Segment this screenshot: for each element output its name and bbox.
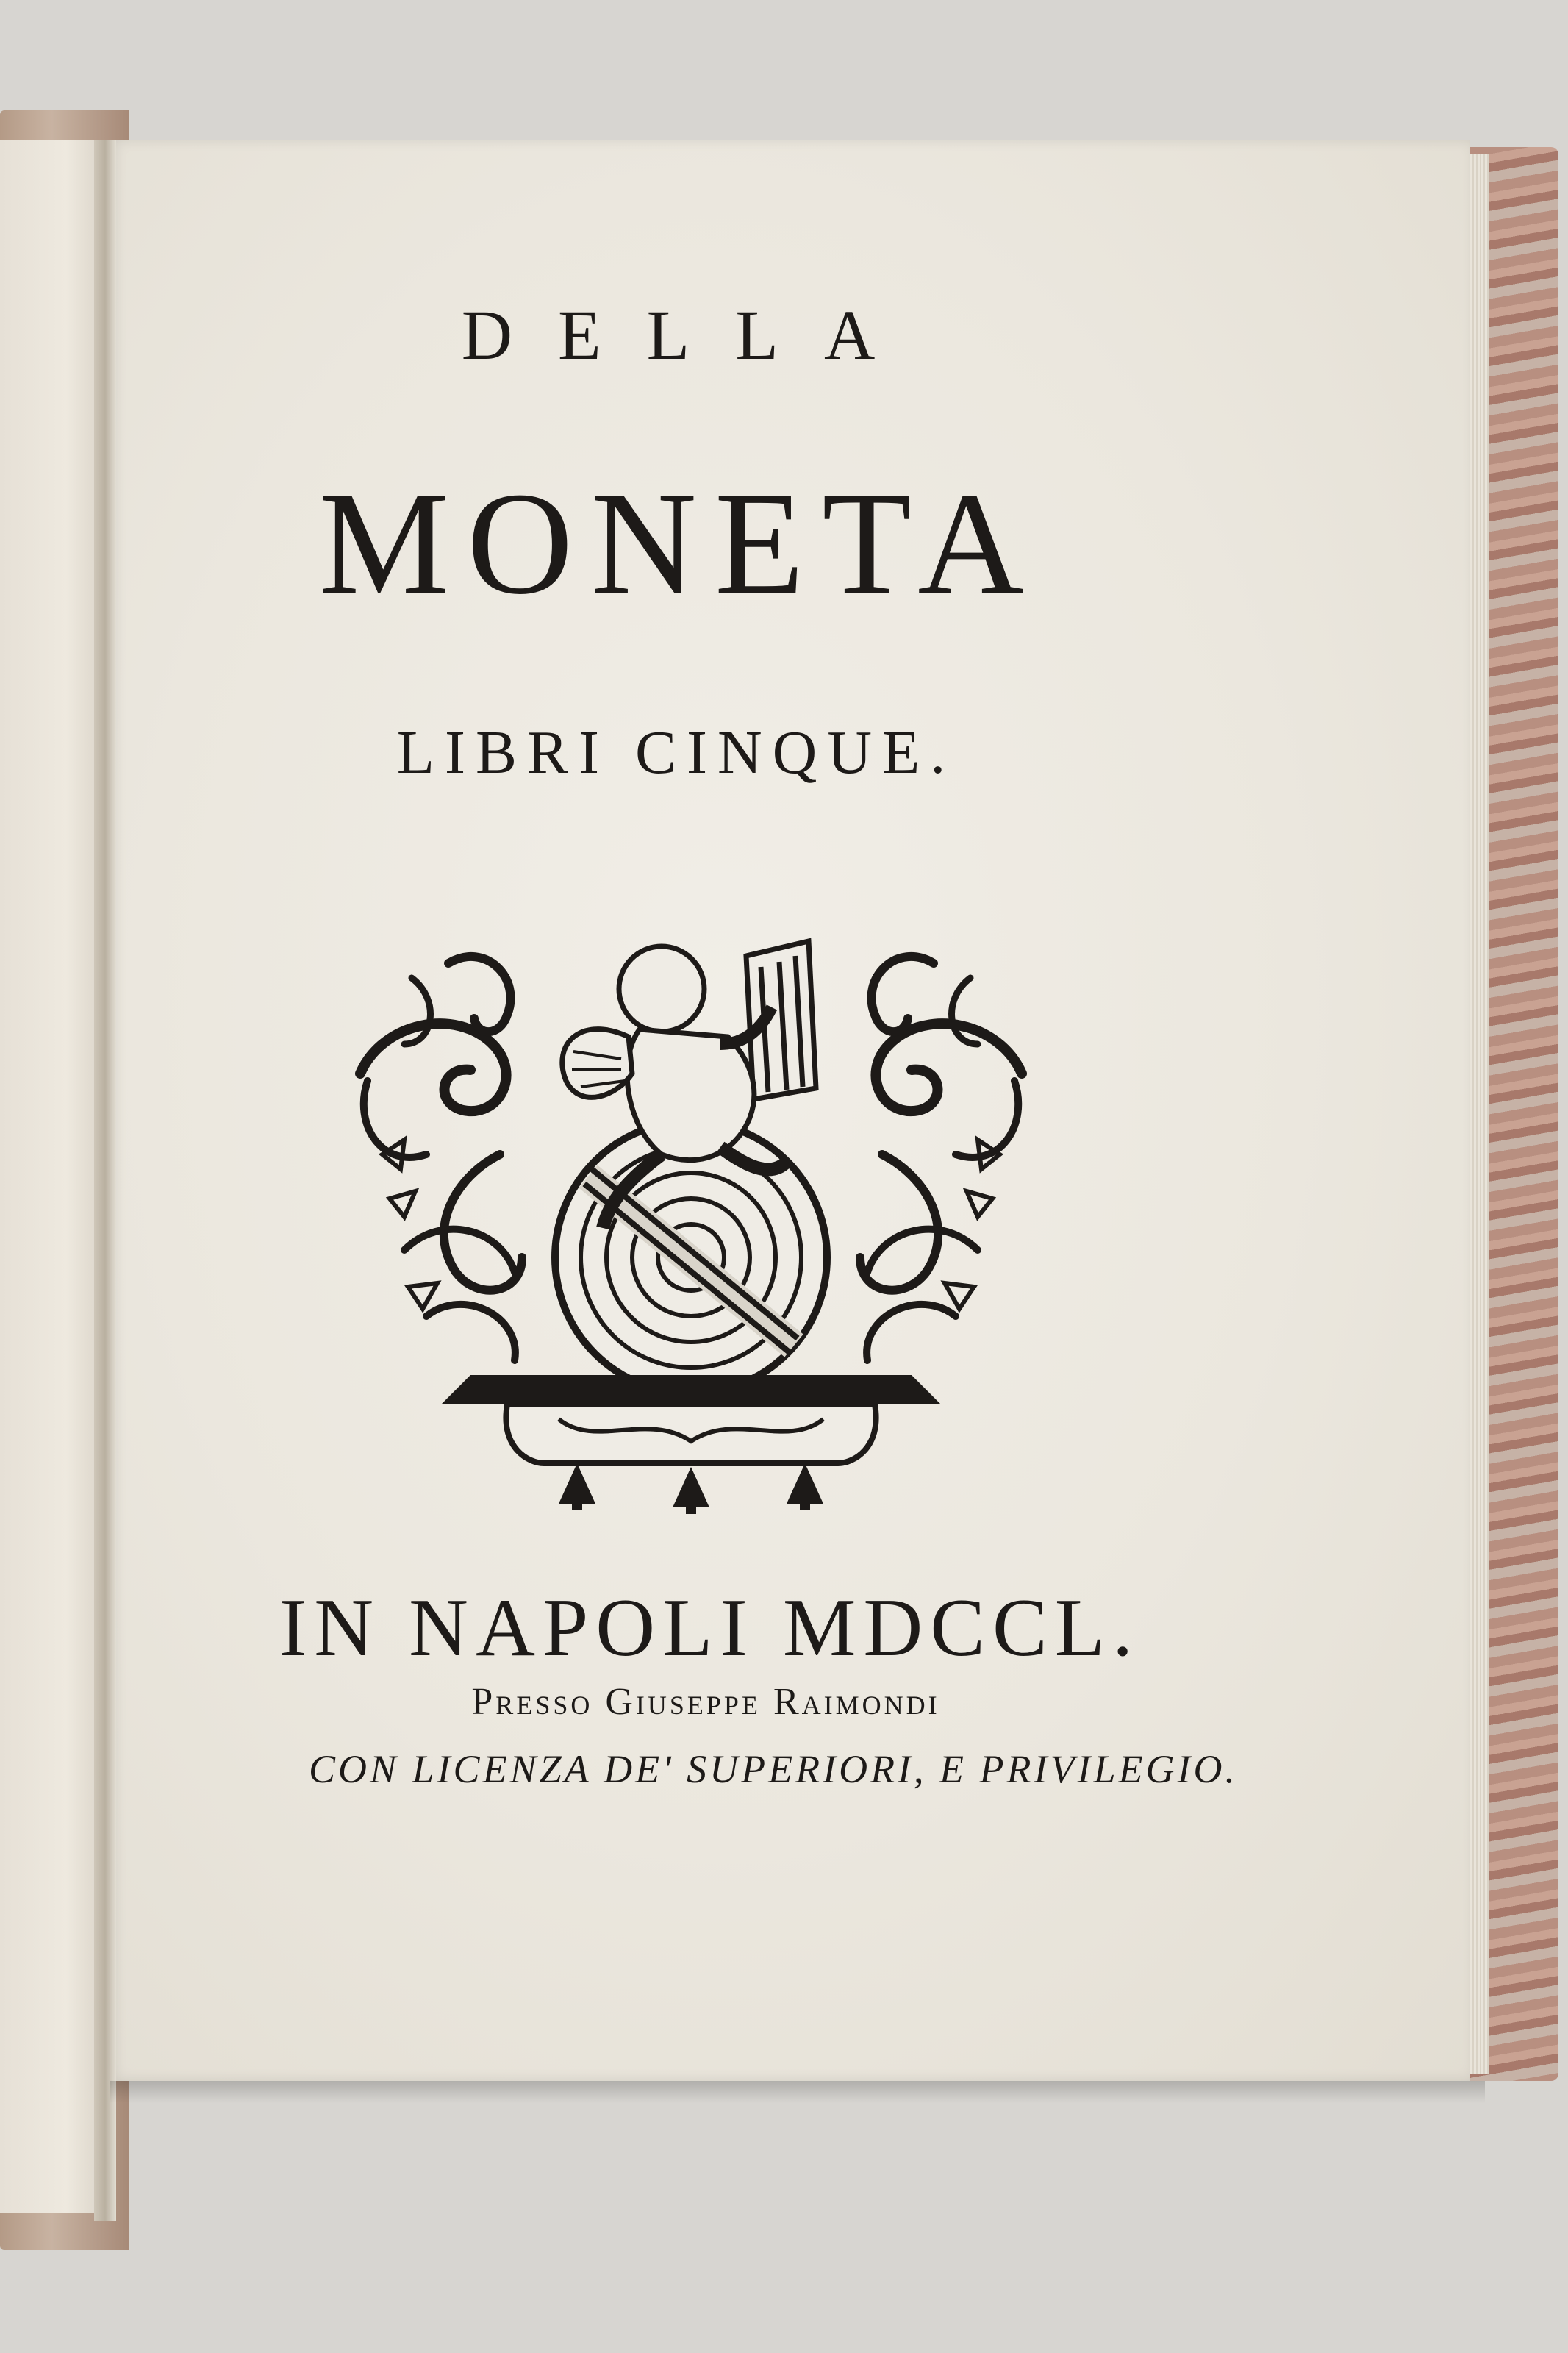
title-line-moneta: MONETA [318,463,1042,625]
page-shadow [110,2081,1485,2103]
license-line: CON LICENZA DE' SUPERIORI, E PRIVILEGIO. [309,1747,1238,1791]
subtitle-libri-cinque: LIBRI CINQUE. [396,718,956,787]
gutter [94,140,116,2221]
printers-device-icon [338,934,1044,1515]
printer-line: Presso Giuseppe Raimondi [471,1681,940,1723]
title-line-della: DELLA [461,296,921,374]
imprint-place-date: IN NAPOLI MDCCL. [279,1582,1141,1674]
